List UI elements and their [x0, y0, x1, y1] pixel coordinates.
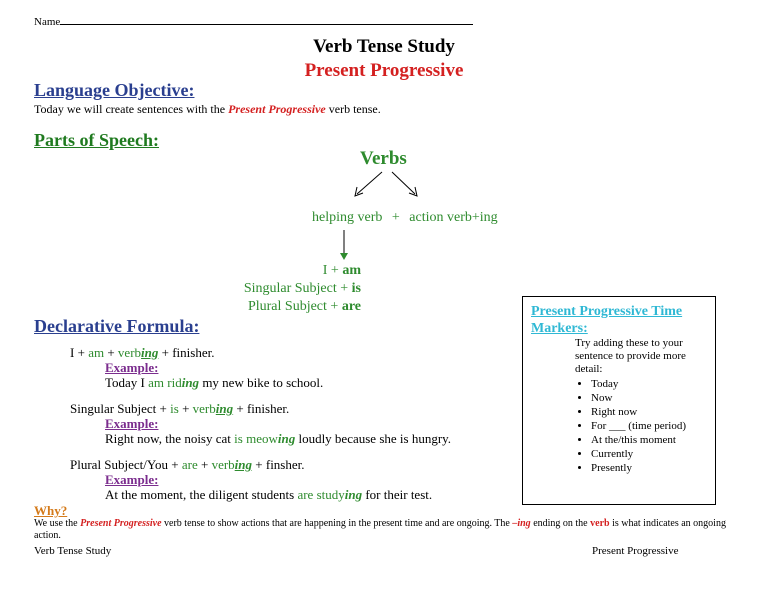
subject-singular-verb: is [351, 281, 361, 296]
example-3-green: are study [297, 487, 345, 502]
formula-3-suffix: ing [234, 457, 253, 472]
page-subtitle: Present Progressive [304, 60, 464, 81]
subject-plural-label: Plural Subject [247, 299, 327, 314]
formula-3-helper: are [181, 457, 198, 472]
formula-1: I + am + verbing + finisher. [70, 345, 215, 360]
list-item: • Presently [591, 461, 686, 475]
list-item: • Today [591, 377, 686, 391]
why-emphasis: Present Progressive [80, 518, 162, 529]
formula-3-verb: verb [211, 457, 235, 472]
example-2-pre: Right now, the noisy cat [105, 431, 235, 446]
page-title: Verb Tense Study [313, 36, 455, 57]
why-text [34, 518, 734, 542]
why-ing: –ing [512, 518, 531, 529]
branch-arrows-icon [340, 170, 430, 200]
subject-row-plural: Plural Subject + are [247, 299, 361, 314]
formula-2-subject: Singular Subject [70, 401, 157, 416]
formula-1-tail: finisher. [172, 345, 215, 360]
objective-emphasis: Present Progressive [228, 102, 326, 116]
why-mid2: ending on the [530, 518, 591, 529]
subject-singular-label: Singular Subject [243, 281, 337, 296]
list-item: • For ___ (time period) [591, 419, 686, 433]
list-item: • At the/this moment [591, 433, 686, 447]
example-3-sentence [105, 487, 432, 503]
name-underline [60, 14, 473, 25]
objective-pre: Today we will create sentences with the [34, 102, 229, 116]
footer-left: Verb Tense Study [34, 545, 112, 557]
example-1-post: my new bike to school. [199, 375, 324, 390]
time-markers-box [522, 296, 716, 505]
example-1-label: Example: [105, 360, 159, 375]
example-2-green: is meow [234, 431, 278, 446]
example-3-label: Example: [105, 472, 159, 487]
example-1-green: am rid [148, 375, 182, 390]
why-post: is what indicates an ongoing action. [34, 518, 726, 541]
time-markers-list [579, 377, 686, 475]
example-1-pre: Today I [105, 375, 149, 390]
objective-post: verb tense. [325, 102, 381, 116]
time-markers-intro: Try adding these to your sentence to provide more detail: [575, 337, 686, 375]
why-heading: Why? [34, 503, 68, 518]
formula-2-verb: verb [192, 401, 216, 416]
example-3-ing: ing [344, 487, 363, 502]
subject-row-i: I + am [322, 263, 361, 278]
example-2-post: loudly because she is hungry. [295, 431, 452, 446]
helping-action-line [312, 210, 498, 226]
list-item: • Currently [591, 447, 686, 461]
language-objective-heading: Language Objective: [34, 80, 195, 100]
list-item: • Now [591, 391, 686, 405]
time-markers-heading: Present Progressive Time Markers: [531, 304, 683, 336]
subject-i-verb: am [342, 263, 361, 278]
example-2-label: Example: [105, 416, 159, 431]
name-field[interactable] [34, 14, 473, 28]
subject-row-singular: Singular Subject + is [243, 281, 361, 296]
declarative-heading: Declarative Formula: [34, 316, 200, 336]
formula-3-subject: Plural Subject/You [70, 457, 168, 472]
formula-1-helper: am [88, 345, 105, 360]
why-pre: We use the [34, 518, 81, 529]
verbs-label: Verbs [360, 148, 407, 169]
name-label: Name [34, 16, 61, 28]
example-3-post: for their test. [362, 487, 433, 502]
formula-2: Singular Subject + is + verbing + finisher. [70, 401, 290, 416]
example-2-ing: ing [277, 431, 296, 446]
formula-3-tail: finsher. [265, 457, 305, 472]
example-1-ing: ing [181, 375, 200, 390]
formula-1-verb: verb [117, 345, 142, 360]
formula-2-helper: is [170, 401, 179, 416]
formula-1-suffix: ing [141, 345, 159, 360]
parts-of-speech-heading: Parts of Speech: [34, 130, 159, 150]
example-2-sentence [105, 431, 451, 447]
formula-2-tail: finisher. [246, 401, 290, 416]
list-item: • Right now [591, 405, 686, 419]
helping-verb-label: helping verb [312, 210, 383, 225]
footer-right: Present Progressive [592, 545, 679, 557]
example-3-pre: At the moment, the diligent students [105, 487, 298, 502]
language-objective-text [34, 102, 381, 117]
why-mid: verb tense to show actions that are happening in the present time and are ongoing. The [161, 518, 513, 529]
plus-sign: + [391, 210, 400, 225]
why-verb: verb [590, 518, 610, 529]
action-verb-label: action verb+ing [409, 210, 498, 225]
formula-2-suffix: ing [215, 401, 234, 416]
subject-i-label: I [322, 263, 328, 278]
formula-3: Plural Subject/You + are + verbing + finsher. [70, 457, 305, 472]
down-arrow-icon [337, 228, 351, 262]
subject-plural-verb: are [341, 299, 361, 314]
example-1-sentence [105, 375, 323, 391]
formula-1-subject: I [70, 345, 75, 360]
